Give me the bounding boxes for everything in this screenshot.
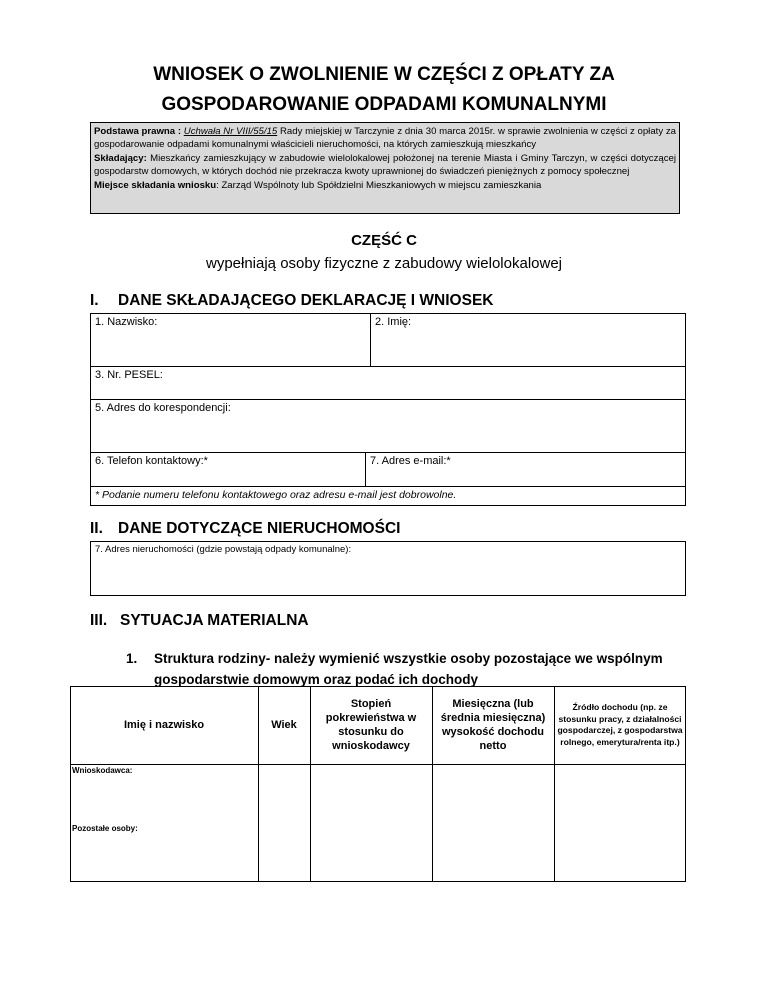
first-name-label: 2. Imię: xyxy=(375,316,412,328)
table-bottom-border xyxy=(70,881,686,882)
row-applicant-label: Wnioskodawca: xyxy=(72,766,133,775)
section-1-title: DANE SKŁADAJĄCEGO DEKLARACJĘ I WNIOSEK xyxy=(118,292,494,309)
surname-label: 1. Nazwisko: xyxy=(95,316,158,328)
first-name-field[interactable] xyxy=(370,313,686,367)
part-title: CZĘŚĆ C xyxy=(351,232,417,249)
row-others-label: Pozostałe osoby: xyxy=(72,824,138,833)
section-2-title: DANE DOTYCZĄCE NIERUCHOMOŚCI xyxy=(118,520,401,537)
address-field[interactable] xyxy=(90,399,686,453)
section-3-number: III. xyxy=(90,612,108,629)
section-1-heading xyxy=(90,292,493,310)
section-1-number: I. xyxy=(90,292,99,309)
place-text: : Zarząd Wspólnoty lub Spółdzielni Mieszkaniowych w miejscu zamieszkania xyxy=(216,179,542,191)
table-header-border xyxy=(70,764,686,765)
section-2-number: II. xyxy=(90,520,103,537)
pesel-field[interactable] xyxy=(90,366,686,400)
col-header-age: Wiek xyxy=(271,719,297,731)
subsection-number: 1. xyxy=(126,651,138,666)
basis-link[interactable]: Uchwała Nr VIII/55/15 xyxy=(183,126,278,137)
col-header-relation: Stopień pokrewieństwa w stosunku do wnioskodawcy xyxy=(325,698,417,752)
table-col-border xyxy=(432,686,433,882)
address-label: 5. Adres do korespondencji: xyxy=(95,402,231,414)
col-header-income: Miesięczna (lub średnia miesięczna) wysokość dochodu netto xyxy=(440,698,546,752)
part-subtitle: wypełniają osoby fizyczne z zabudowy wielolokalowej xyxy=(205,255,562,272)
col-header-source: Źródło dochodu (np. ze stosunku pracy, z działalności gospodarczej, z gospodarstwa rolnego, emerytura/renta itp.) xyxy=(557,702,683,747)
page-title xyxy=(80,60,688,120)
property-address-label: 7. Adres nieruchomości (gdzie powstają odpady komunalne): xyxy=(95,544,352,555)
basis-label: Podstawa prawna : xyxy=(94,126,182,137)
basis-text: Rady miejskiej w Tarczynie z dnia 30 marca 2015r. w sprawie zwolnienia w części z opłaty za gospodarowanie odpadami komunalnymi właścicieli nieruchomości, na których zamieszkują mieszkańcy xyxy=(94,126,676,151)
table-col-border xyxy=(310,686,311,882)
email-field[interactable] xyxy=(365,452,686,487)
col-header-name: Imię i nazwisko xyxy=(123,719,205,731)
email-label: 7. Adres e-mail:* xyxy=(370,455,451,467)
legal-info-box xyxy=(90,122,680,214)
title-line-1: WNIOSEK O ZWOLNIENIE W CZĘŚCI Z OPŁATY ZA xyxy=(153,64,615,85)
subsection-title: Struktura rodziny- należy wymienić wszystkie osoby pozostające we wspólnym gospodarstwie domowym oraz podać ich dochody xyxy=(154,651,663,687)
phone-label: 6. Telefon kontaktowy:* xyxy=(95,455,208,467)
pesel-label: 3. Nr. PESEL: xyxy=(95,369,163,381)
property-address-field[interactable] xyxy=(90,541,686,596)
section-3-title: SYTUACJA MATERIALNA xyxy=(120,612,309,629)
applicant-text: Mieszkańcy zamieszkujący w zabudowie wielolokalowej położonej na terenie Miasta i Gminy Tarczyn, w części dotyczącej gospodarstw domowych, w których dochód nie przekracza kwoty uprawnionej do świadczeń pieniężnych z pomocy społecznej xyxy=(94,152,676,178)
phone-field[interactable] xyxy=(90,452,366,487)
family-structure-heading xyxy=(126,648,686,690)
title-line-2: GOSPODAROWANIE ODPADAMI KOMUNALNYMI xyxy=(161,94,607,115)
family-income-table xyxy=(70,686,686,882)
section-3-heading xyxy=(90,612,309,630)
applicant-label: Składający: xyxy=(94,152,147,164)
optional-note: * Podanie numeru telefonu kontaktowego oraz adresu e-mail jest dobrowolne. xyxy=(90,486,686,506)
surname-field[interactable] xyxy=(90,313,371,367)
section-2-heading xyxy=(90,520,400,538)
place-label: Miejsce składania wniosku xyxy=(94,179,217,191)
